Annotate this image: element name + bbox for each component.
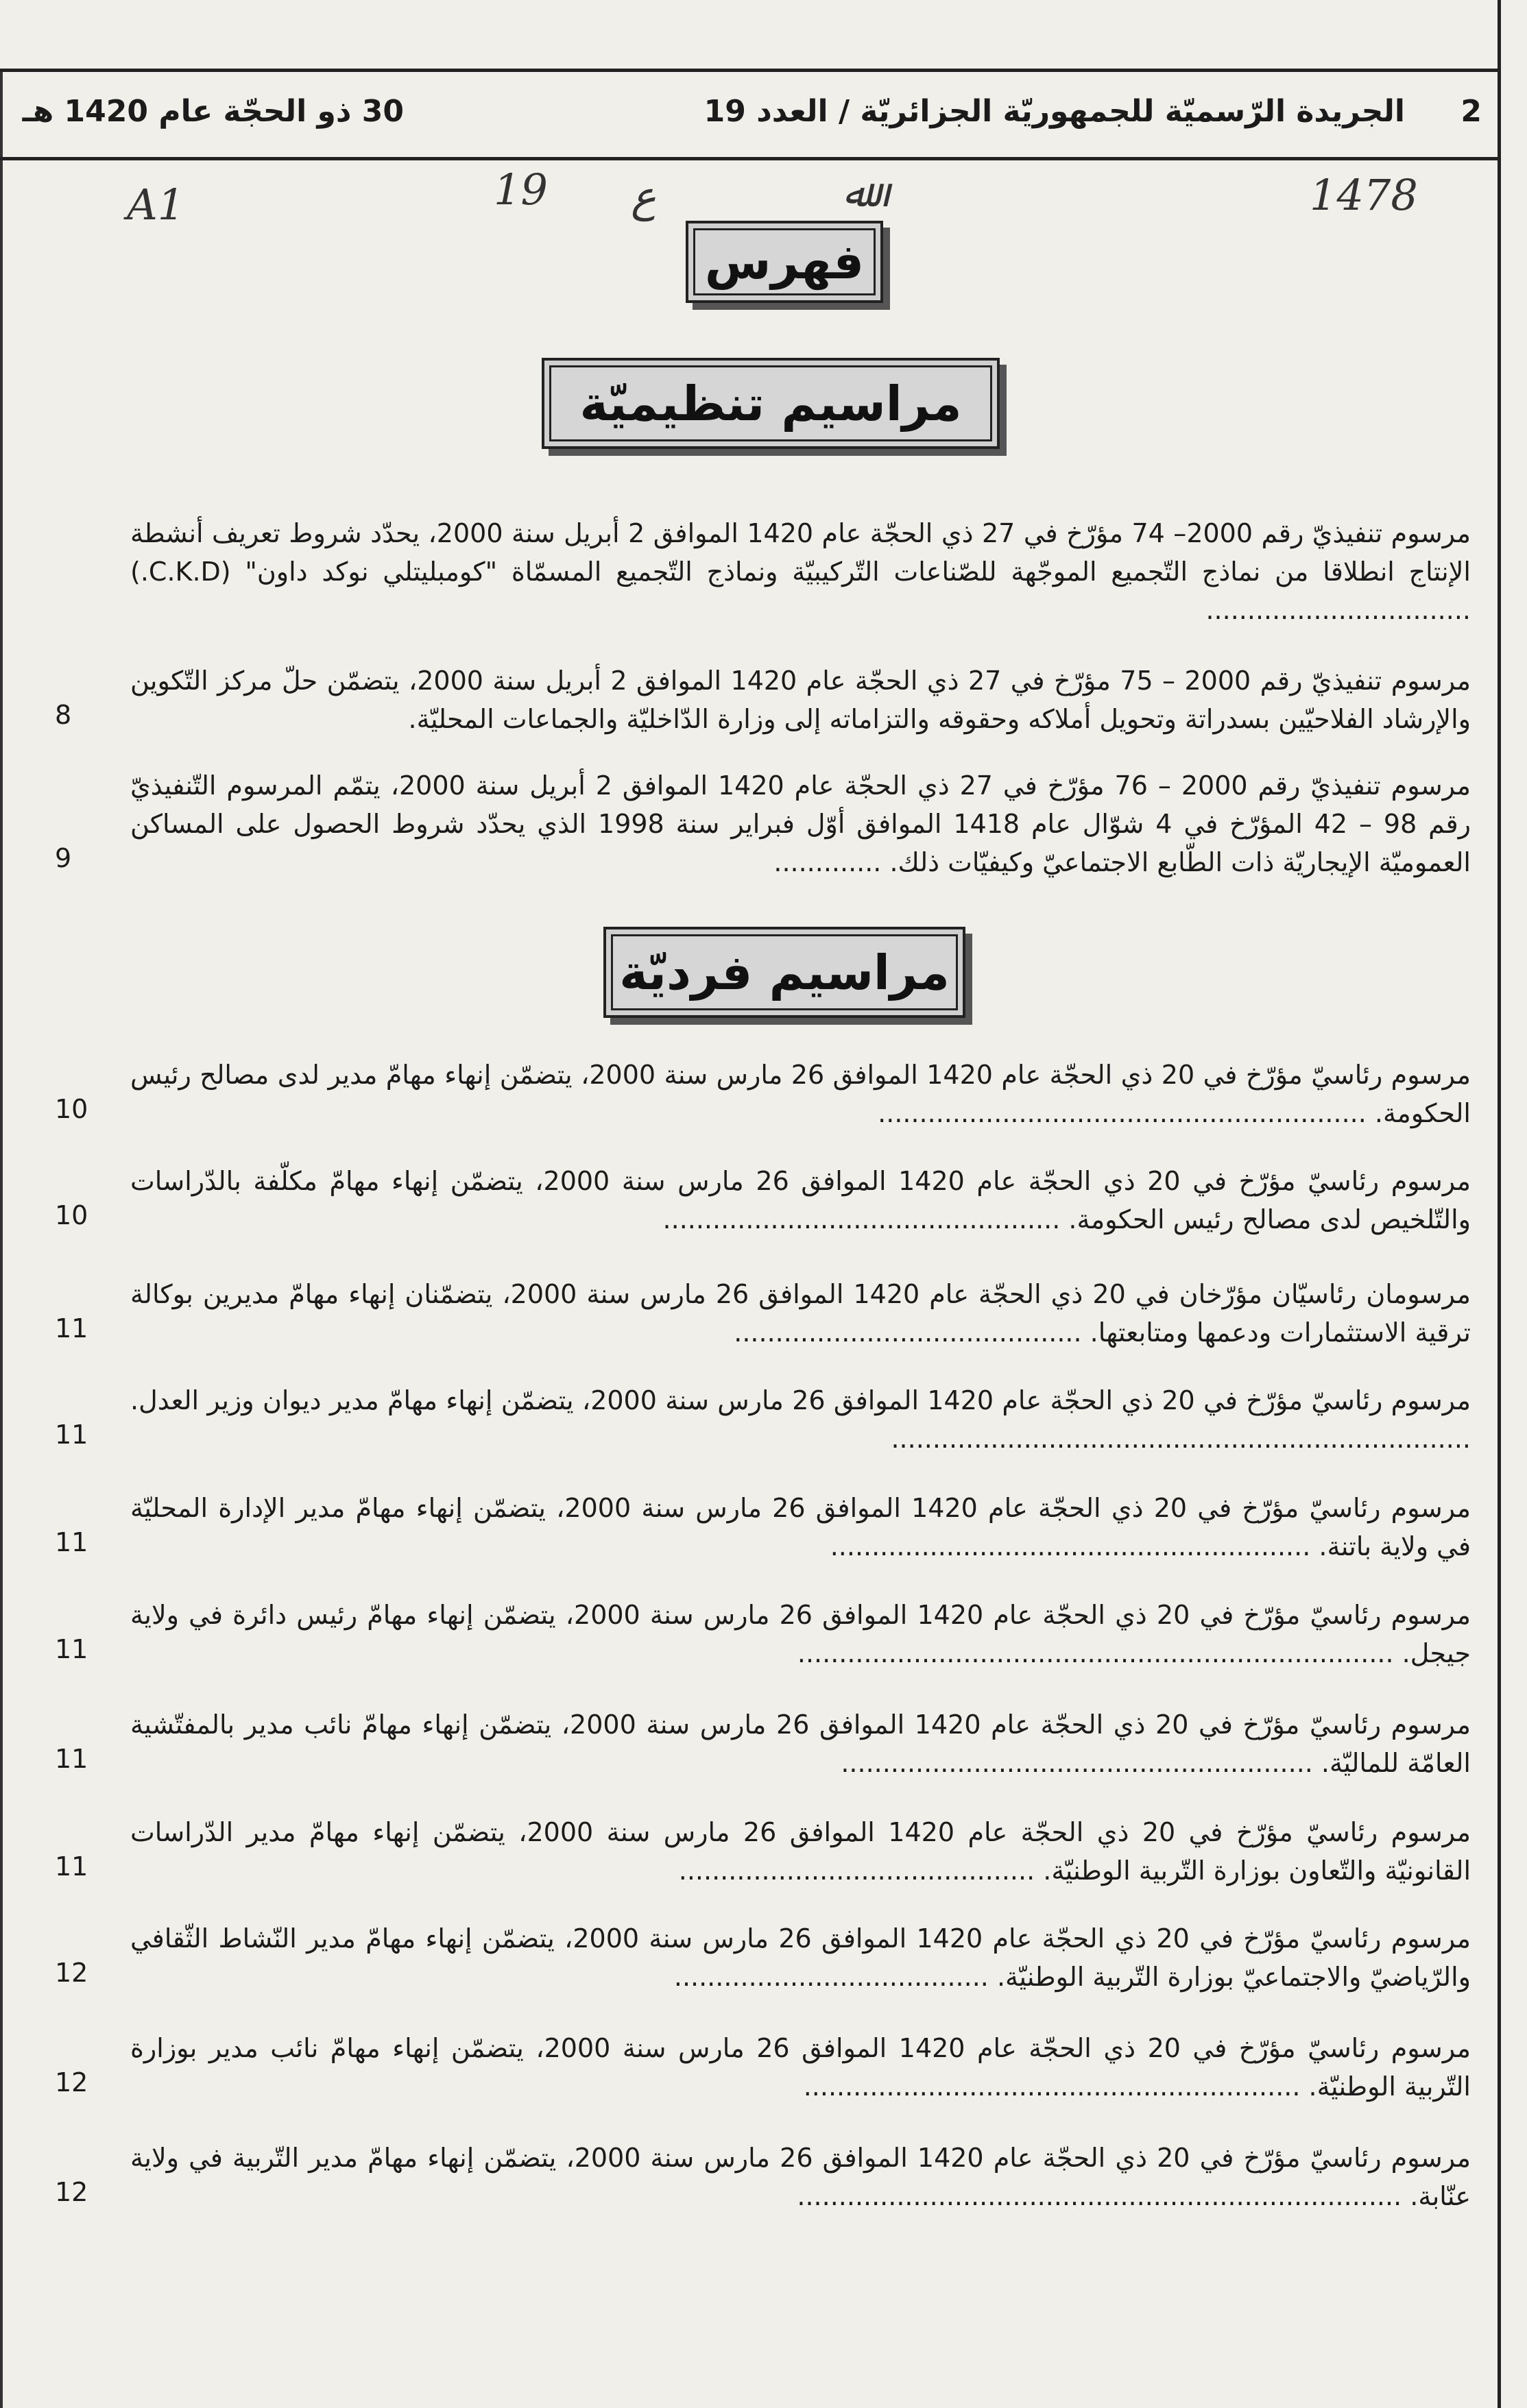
index-title: فهرس [693,228,876,295]
handwritten-code: A1 [127,180,185,230]
handwritten-letter: ع [631,171,656,221]
index-title-box [686,221,883,303]
section-heading-box-regulatory [542,358,1000,449]
entry-text: مرسوم رئاسيّ مؤرّخ في 20 ذي الحجّة عام 1420 الموافق 26 مارس سنة 2000، يتضمّن إنهاء مهامّ مكلّفة بالدّراسات والتّلخيص لدى مصالح رئيس الحكومة. ................................................ [130,1166,1471,1235]
entry-page-number: 11 [55,1634,88,1664]
toc-entry [48,1813,1471,1895]
page-number: 2 [1460,94,1482,129]
toc-entry [48,1056,1471,1138]
hijri-date: 30 ذو الحجّة عام 1420 هـ [22,94,404,129]
entry-text: مرسوم رئاسيّ مؤرّخ في 20 ذي الحجّة عام 1420 الموافق 26 مارس سنة 2000، يتضمّن إنهاء مهامّ نائب مدير بوزارة التّربية الوطنيّة. ............................................................ [130,2033,1471,2102]
entry-text: مرسوم تنفيذيّ رقم 2000– 74 مؤرّخ في 27 ذي الحجّة عام 1420 الموافق 2 أبريل سنة 2000، يحدّد شروط تعريف أنشطة الإنتاج انطلاقا من نماذج التّجميع الموجّهة للصّناعات التّركيبيّة ونماذج التّجميع المسمّاة "كومبليتلي نوكد داون" (C.K.D.) ................................ [130,518,1471,625]
entry-text: مرسوم رئاسيّ مؤرّخ في 20 ذي الحجّة عام 1420 الموافق 26 مارس سنة 2000، يتضمّن إنهاء مهامّ نائب مدير بالمفتّشية العامّة للماليّة. ......................................................... [130,1710,1471,1778]
toc-entry [48,1381,1471,1463]
entry-text: مرسوم تنفيذيّ رقم 2000 – 75 مؤرّخ في 27 ذي الحجّة عام 1420 الموافق 2 أبريل سنة 2000، يتضمّن حلّ مركز التّكوين والإرشاد الفلاحيّين بسدراتة وتحويل أملاكه وحقوقه والتزاماته إلى وزارة الدّاخليّة والجماعات المحليّة. [130,666,1471,734]
toc-entry [48,1919,1471,2002]
entry-text: مرسوم رئاسيّ مؤرّخ في 20 ذي الحجّة عام 1420 الموافق 26 مارس سنة 2000، يتضمّن إنهاء مهامّ مدير النّشاط الثّقافي والرّياضيّ والاجتماعيّ بوزارة التّربية الوطنيّة. ...................................... [130,1923,1471,1992]
toc-entry [48,2029,1471,2111]
entry-text: مرسومان رئاسيّان مؤرّخان في 20 ذي الحجّة عام 1420 الموافق 26 مارس سنة 2000، يتضمّنان إنهاء مهامّ مديرين بوكالة ترقية الاستثمارات ودعمها ومتابعتها. .......................................... [130,1279,1471,1348]
handwritten-issue: 19 [494,165,548,215]
entry-text: مرسوم رئاسيّ مؤرّخ في 20 ذي الحجّة عام 1420 الموافق 26 مارس سنة 2000، يتضمّن إنهاء مهامّ مدير الإدارة المحليّة في ولاية باتنة. .......................................................... [130,1493,1471,1561]
entry-page-number: 10 [55,1200,88,1230]
entry-page-number: 11 [55,1744,88,1774]
entry-text: مرسوم رئاسيّ مؤرّخ في 20 ذي الحجّة عام 1420 الموافق 26 مارس سنة 2000، يتضمّن إنهاء مهامّ مدير الدّراسات القانونيّة والتّعاون بوزارة التّربية الوطنيّة. ........................................... [130,1817,1471,1886]
section-heading-box-individual [603,927,965,1018]
entry-text: مرسوم رئاسيّ مؤرّخ في 20 ذي الحجّة عام 1420 الموافق 26 مارس سنة 2000، يتضمّن إنهاء مهامّ رئيس دائرة في ولاية جيجل. ........................................................................ [130,1600,1471,1668]
toc-entry [48,766,1471,886]
entry-page-number: 8 [55,700,72,730]
toc-entry [48,2139,1471,2221]
handwritten-number: 1478 [1310,170,1418,220]
toc-entry [48,1489,1471,1571]
entry-text: مرسوم رئاسيّ مؤرّخ في 20 ذي الحجّة عام 1420 الموافق 26 مارس سنة 2000، يتضمّن إنهاء مهامّ مدير ديوان وزير العدل. ...................................................................... [130,1385,1471,1454]
entry-text: مرسوم تنفيذيّ رقم 2000 – 76 مؤرّخ في 27 ذي الحجّة عام 1420 الموافق 2 أبريل سنة 2000، يتمّم المرسوم التّنفيذيّ رقم 98 – 42 المؤرّخ في 4 شوّال عام 1418 الموافق أوّل فبراير سنة 1998 الذي يحدّد شروط الحصول على المساكن العموميّة الإيجاريّة ذات الطّابع الاجتماعيّ وكيفيّات ذلك. ............. [130,770,1471,877]
entry-page-number: 11 [55,1851,88,1882]
handwritten-signature: ﷲ [843,171,866,216]
entry-page-number: 11 [55,1527,88,1557]
section-heading: مراسيم تنظيميّة [549,365,992,441]
toc-entry [48,1275,1471,1357]
toc-entry [48,514,1471,634]
toc-entry [48,661,1471,744]
toc-entry [48,1162,1471,1244]
entry-text: مرسوم رئاسيّ مؤرّخ في 20 ذي الحجّة عام 1420 الموافق 26 مارس سنة 2000، يتضمّن إنهاء مهامّ مدير لدى مصالح رئيس الحكومة. ........................................................... [130,1060,1471,1128]
entry-page-number: 9 [55,843,72,873]
page-header [0,69,1501,160]
gazette-title: الجريدة الرّسميّة للجمهوريّة الجزائريّة / العدد 19 [704,94,1405,129]
page-left-edge [0,69,3,2408]
section-heading: مراسيم فرديّة [611,934,958,1010]
entry-page-number: 12 [55,2067,88,2097]
toc-entry [48,1705,1471,1788]
entry-page-number: 12 [55,1958,88,1988]
toc-entry [48,1596,1471,1678]
entry-page-number: 10 [55,1094,88,1124]
entry-page-number: 12 [55,2177,88,2207]
entry-page-number: 11 [55,1313,88,1343]
entry-text: مرسوم رئاسيّ مؤرّخ في 20 ذي الحجّة عام 1420 الموافق 26 مارس سنة 2000، يتضمّن إنهاء مهامّ مدير التّربية في ولاية عنّابة. ......................................................................... [130,2143,1471,2211]
entry-page-number: 11 [55,1420,88,1450]
